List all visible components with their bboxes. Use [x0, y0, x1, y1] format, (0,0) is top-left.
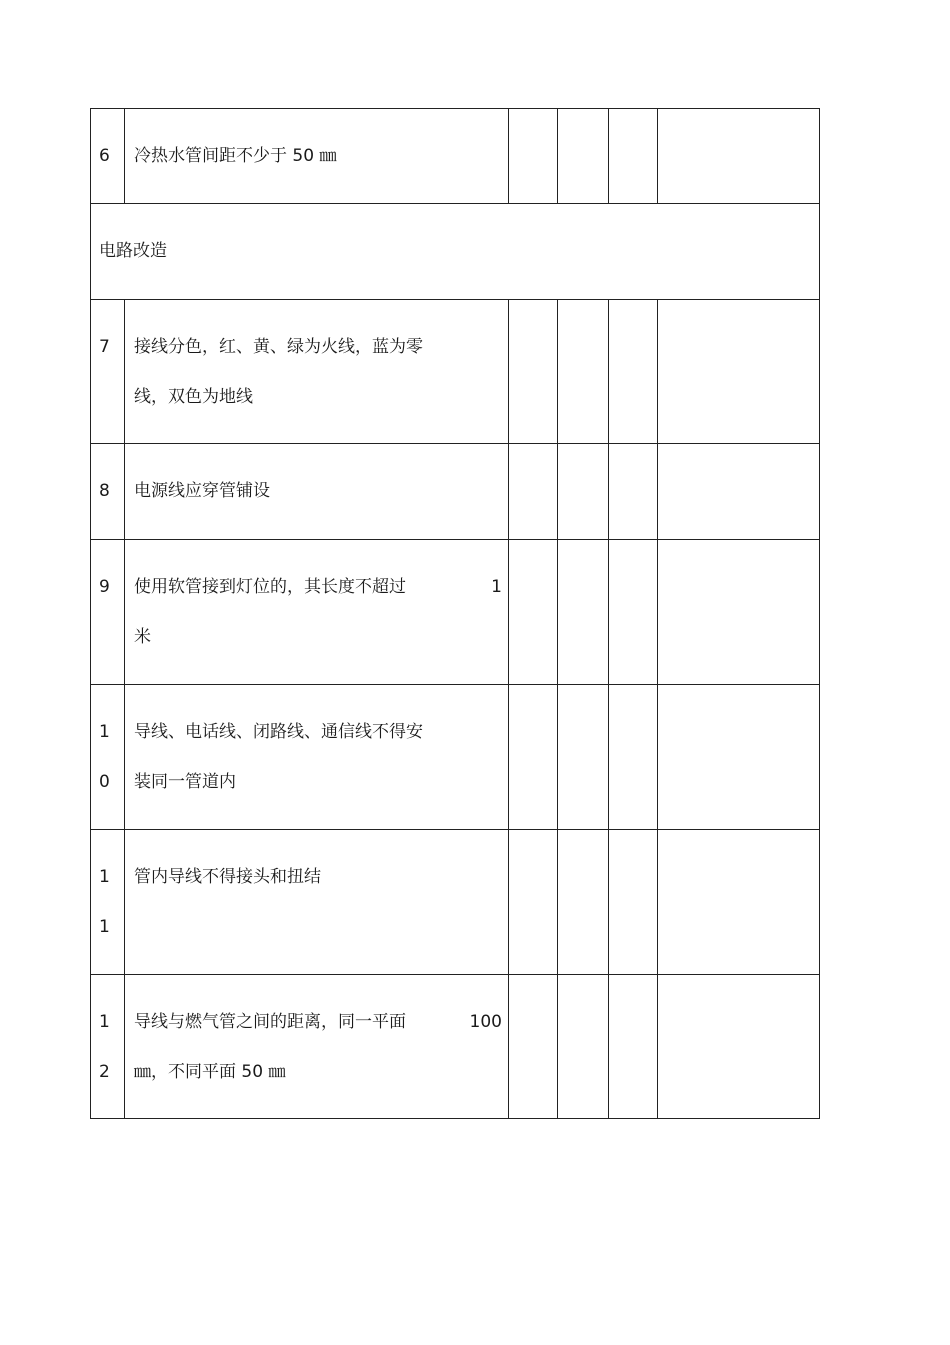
item-number-cell	[91, 830, 125, 975]
item-number-cell	[91, 685, 125, 830]
remarks-cell	[658, 685, 820, 830]
item-description: 冷热水管间距不少于 50 ㎜	[134, 146, 337, 166]
table-row	[91, 540, 820, 685]
item-description-value: 1	[491, 577, 502, 597]
item-description-value: 100	[469, 1012, 502, 1032]
item-number-digit-2: 1	[99, 917, 110, 937]
item-number-digit-1: 1	[99, 722, 110, 742]
item-number-cell	[91, 300, 125, 444]
remarks-cell	[658, 540, 820, 685]
section-header-cell	[91, 204, 820, 300]
item-description-line-1: 接线分色，红、黄、绿为火线，蓝为零	[134, 337, 423, 357]
item-number: 9	[99, 577, 110, 597]
item-description-line-1	[134, 997, 502, 1047]
check-cell-1	[509, 685, 558, 830]
check-cell-1	[509, 109, 558, 204]
item-number: 6	[99, 146, 110, 166]
item-number-cell	[91, 109, 125, 204]
check-cell-1	[509, 444, 558, 540]
section-row	[91, 204, 820, 300]
item-description-cell	[125, 444, 509, 540]
item-description: 管内导线不得接头和扭结	[134, 867, 321, 887]
item-number-digit-2: 2	[99, 1062, 110, 1082]
check-cell-3	[609, 975, 658, 1119]
item-description-line-2: 米	[134, 627, 151, 647]
item-description-cell	[125, 109, 509, 204]
check-cell-1	[509, 830, 558, 975]
item-description-text: 导线与燃气管之间的距离，同一平面	[134, 1012, 406, 1032]
check-cell-2	[558, 444, 609, 540]
item-number: 8	[99, 481, 110, 501]
item-number-cell	[91, 540, 125, 685]
table-row	[91, 830, 820, 975]
check-cell-2	[558, 685, 609, 830]
check-cell-2	[558, 109, 609, 204]
item-description-cell	[125, 300, 509, 444]
remarks-cell	[658, 109, 820, 204]
check-cell-3	[609, 300, 658, 444]
table-row	[91, 975, 820, 1119]
item-number-cell	[91, 975, 125, 1119]
inspection-checklist-table	[90, 108, 820, 1119]
remarks-cell	[658, 300, 820, 444]
table-row	[91, 300, 820, 444]
table-row	[91, 685, 820, 830]
remarks-cell	[658, 444, 820, 540]
check-cell-2	[558, 300, 609, 444]
section-title: 电路改造	[99, 241, 167, 261]
check-cell-1	[509, 975, 558, 1119]
check-cell-2	[558, 830, 609, 975]
item-number: 7	[99, 337, 110, 357]
item-number-cell	[91, 444, 125, 540]
check-cell-3	[609, 444, 658, 540]
check-cell-2	[558, 975, 609, 1119]
check-cell-3	[609, 830, 658, 975]
item-number-digit-2: 0	[99, 772, 110, 792]
item-description-cell	[125, 540, 509, 685]
item-description-line-1: 导线、电话线、闭路线、通信线不得安	[134, 722, 423, 742]
item-description: 电源线应穿管铺设	[134, 481, 270, 501]
check-cell-2	[558, 540, 609, 685]
item-description-cell	[125, 685, 509, 830]
table-row	[91, 444, 820, 540]
item-number-digit-1: 1	[99, 1012, 110, 1032]
check-cell-1	[509, 540, 558, 685]
item-description-line-1	[134, 562, 502, 612]
check-cell-3	[609, 109, 658, 204]
item-description-line-2: 线，双色为地线	[134, 387, 253, 407]
remarks-cell	[658, 975, 820, 1119]
item-number-digit-1: 1	[99, 867, 110, 887]
table-row	[91, 109, 820, 204]
item-description-text: 使用软管接到灯位的，其长度不超过	[134, 577, 406, 597]
item-description-line-2: 装同一管道内	[134, 772, 236, 792]
item-description-line-2: ㎜，不同平面 50 ㎜	[134, 1062, 286, 1082]
check-cell-3	[609, 540, 658, 685]
check-cell-3	[609, 685, 658, 830]
item-description-cell	[125, 830, 509, 975]
remarks-cell	[658, 830, 820, 975]
item-description-cell	[125, 975, 509, 1119]
check-cell-1	[509, 300, 558, 444]
